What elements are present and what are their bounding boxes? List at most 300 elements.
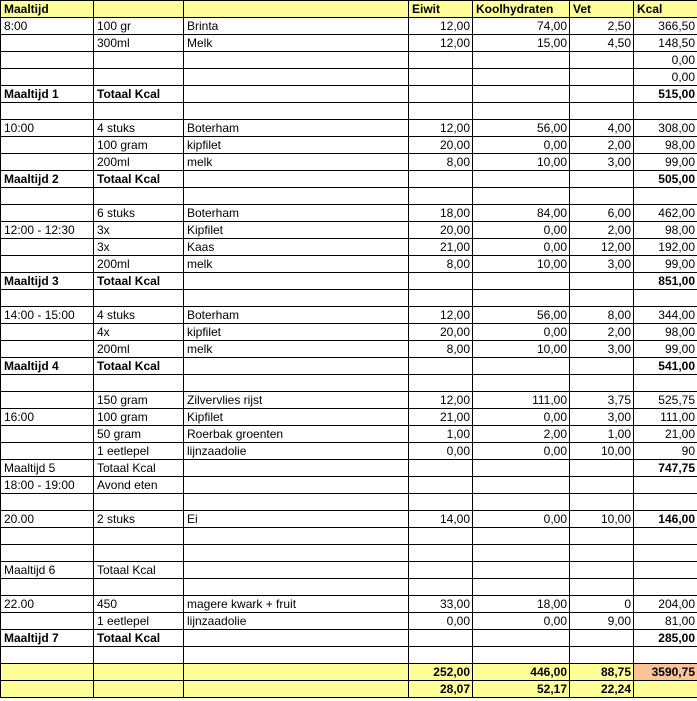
amount-cell[interactable]: Totaal Kcal xyxy=(94,460,184,477)
vet-cell[interactable]: 3,00 xyxy=(570,154,634,171)
vet-cell[interactable] xyxy=(570,290,634,307)
amount-cell[interactable]: 3x xyxy=(94,222,184,239)
amount-cell[interactable]: Avond eten xyxy=(94,477,184,494)
vet-cell[interactable] xyxy=(570,273,634,290)
food-cell[interactable] xyxy=(184,579,409,596)
food-cell[interactable] xyxy=(184,477,409,494)
food-cell[interactable]: magere kwark + fruit xyxy=(184,596,409,613)
header-cell-maaltijd[interactable]: Maaltijd xyxy=(1,1,94,18)
time-cell[interactable]: 14:00 - 15:00 xyxy=(1,307,94,324)
time-cell[interactable] xyxy=(1,528,94,545)
kcal-cell[interactable]: 98,00 xyxy=(634,222,697,239)
food-cell[interactable]: lijnzaadolie xyxy=(184,443,409,460)
time-cell[interactable]: 20.00 xyxy=(1,511,94,528)
eiwit-cell[interactable] xyxy=(409,358,473,375)
kcal-cell[interactable]: 204,00 xyxy=(634,596,697,613)
eiwit-cell[interactable]: 18,00 xyxy=(409,205,473,222)
table-row xyxy=(1,630,697,647)
time-cell[interactable] xyxy=(1,681,94,698)
koolhydraten-cell[interactable]: 0,00 xyxy=(473,324,570,341)
koolhydraten-cell[interactable] xyxy=(473,528,570,545)
eiwit-cell[interactable]: 0,00 xyxy=(409,443,473,460)
vet-cell[interactable] xyxy=(570,86,634,103)
vet-cell[interactable]: 3,00 xyxy=(570,256,634,273)
food-cell[interactable] xyxy=(184,630,409,647)
amount-cell[interactable] xyxy=(94,528,184,545)
eiwit-cell[interactable]: 252,00 xyxy=(409,664,473,681)
food-cell[interactable] xyxy=(184,358,409,375)
food-cell[interactable]: Boterham xyxy=(184,205,409,222)
amount-cell[interactable]: 450 xyxy=(94,596,184,613)
time-cell[interactable] xyxy=(1,137,94,154)
kcal-cell[interactable]: 90 xyxy=(634,443,697,460)
eiwit-cell[interactable]: 12,00 xyxy=(409,307,473,324)
time-cell[interactable] xyxy=(1,103,94,120)
time-cell[interactable] xyxy=(1,239,94,256)
time-cell[interactable] xyxy=(1,545,94,562)
amount-cell[interactable]: 1 eetlepel xyxy=(94,613,184,630)
eiwit-cell[interactable] xyxy=(409,647,473,664)
amount-cell[interactable]: 4 stuks xyxy=(94,120,184,137)
eiwit-cell[interactable] xyxy=(409,630,473,647)
kcal-cell[interactable]: 3590,75 xyxy=(634,664,697,681)
time-cell[interactable] xyxy=(1,375,94,392)
amount-cell[interactable]: 2 stuks xyxy=(94,511,184,528)
header-cell-vet[interactable]: Vet xyxy=(570,1,634,18)
koolhydraten-cell[interactable]: 10,00 xyxy=(473,154,570,171)
amount-cell[interactable]: Totaal Kcal xyxy=(94,171,184,188)
koolhydraten-cell[interactable] xyxy=(473,494,570,511)
vet-cell[interactable]: 10,00 xyxy=(570,511,634,528)
time-cell[interactable] xyxy=(1,324,94,341)
koolhydraten-cell[interactable]: 18,00 xyxy=(473,596,570,613)
eiwit-cell[interactable] xyxy=(409,69,473,86)
food-cell[interactable] xyxy=(184,273,409,290)
koolhydraten-cell[interactable]: 56,00 xyxy=(473,307,570,324)
table-row xyxy=(1,120,697,137)
vet-cell[interactable]: 8,00 xyxy=(570,307,634,324)
time-cell[interactable]: 16:00 xyxy=(1,409,94,426)
kcal-cell[interactable]: 21,00 xyxy=(634,426,697,443)
eiwit-cell[interactable]: 8,00 xyxy=(409,154,473,171)
koolhydraten-cell[interactable]: 111,00 xyxy=(473,392,570,409)
table-row xyxy=(1,494,697,511)
vet-cell[interactable]: 9,00 xyxy=(570,613,634,630)
eiwit-cell[interactable] xyxy=(409,579,473,596)
vet-cell[interactable] xyxy=(570,460,634,477)
food-cell[interactable] xyxy=(184,290,409,307)
vet-cell[interactable]: 2,00 xyxy=(570,137,634,154)
koolhydraten-cell[interactable]: 2,00 xyxy=(473,426,570,443)
koolhydraten-cell[interactable]: 10,00 xyxy=(473,341,570,358)
eiwit-cell[interactable] xyxy=(409,477,473,494)
eiwit-cell[interactable]: 14,00 xyxy=(409,511,473,528)
vet-cell[interactable] xyxy=(570,358,634,375)
kcal-cell[interactable] xyxy=(634,528,697,545)
eiwit-cell[interactable] xyxy=(409,273,473,290)
header-cell-kcal[interactable]: Kcal xyxy=(634,1,697,18)
vet-cell[interactable]: 2,00 xyxy=(570,324,634,341)
eiwit-cell[interactable]: 20,00 xyxy=(409,137,473,154)
food-cell[interactable]: Melk xyxy=(184,35,409,52)
vet-cell[interactable] xyxy=(570,528,634,545)
amount-cell[interactable] xyxy=(94,52,184,69)
eiwit-cell[interactable] xyxy=(409,188,473,205)
kcal-cell[interactable] xyxy=(634,494,697,511)
eiwit-cell[interactable]: 0,00 xyxy=(409,613,473,630)
vet-cell[interactable] xyxy=(570,52,634,69)
vet-cell[interactable]: 2,00 xyxy=(570,222,634,239)
vet-cell[interactable]: 4,50 xyxy=(570,35,634,52)
vet-cell[interactable] xyxy=(570,171,634,188)
kcal-cell[interactable]: 525,75 xyxy=(634,392,697,409)
amount-cell[interactable]: 200ml xyxy=(94,154,184,171)
time-cell[interactable] xyxy=(1,205,94,222)
table-row xyxy=(1,460,697,477)
kcal-cell[interactable]: 344,00 xyxy=(634,307,697,324)
time-cell[interactable]: Maaltijd 6 xyxy=(1,562,94,579)
amount-cell[interactable]: 4 stuks xyxy=(94,307,184,324)
amount-cell[interactable]: 200ml xyxy=(94,256,184,273)
amount-cell[interactable]: 1 eetlepel xyxy=(94,443,184,460)
vet-cell[interactable]: 1,00 xyxy=(570,426,634,443)
time-cell[interactable]: Maaltijd 5 xyxy=(1,460,94,477)
koolhydraten-cell[interactable] xyxy=(473,477,570,494)
time-cell[interactable] xyxy=(1,256,94,273)
vet-cell[interactable] xyxy=(570,188,634,205)
eiwit-cell[interactable] xyxy=(409,545,473,562)
eiwit-cell[interactable]: 1,00 xyxy=(409,426,473,443)
vet-cell[interactable]: 3,00 xyxy=(570,409,634,426)
koolhydraten-cell[interactable] xyxy=(473,579,570,596)
vet-cell[interactable] xyxy=(570,494,634,511)
amount-cell[interactable] xyxy=(94,375,184,392)
food-cell[interactable]: Brinta xyxy=(184,18,409,35)
amount-cell[interactable]: 100 gram xyxy=(94,137,184,154)
food-cell[interactable]: lijnzaadolie xyxy=(184,613,409,630)
amount-cell[interactable]: Totaal Kcal xyxy=(94,273,184,290)
eiwit-cell[interactable] xyxy=(409,562,473,579)
time-cell[interactable] xyxy=(1,579,94,596)
koolhydraten-cell[interactable] xyxy=(473,545,570,562)
kcal-cell[interactable]: 99,00 xyxy=(634,341,697,358)
amount-cell[interactable] xyxy=(94,579,184,596)
amount-cell[interactable] xyxy=(94,103,184,120)
vet-cell[interactable] xyxy=(570,69,634,86)
food-cell[interactable] xyxy=(184,171,409,188)
time-cell[interactable] xyxy=(1,154,94,171)
kcal-cell[interactable]: 366,50 xyxy=(634,18,697,35)
eiwit-cell[interactable]: 8,00 xyxy=(409,341,473,358)
kcal-cell[interactable] xyxy=(634,647,697,664)
eiwit-cell[interactable] xyxy=(409,103,473,120)
koolhydraten-cell[interactable]: 56,00 xyxy=(473,120,570,137)
kcal-cell[interactable]: 747,75 xyxy=(634,460,697,477)
vet-cell[interactable]: 22,24 xyxy=(570,681,634,698)
food-cell[interactable]: kipfilet xyxy=(184,324,409,341)
time-cell[interactable] xyxy=(1,69,94,86)
time-cell[interactable]: Maaltijd 4 xyxy=(1,358,94,375)
koolhydraten-cell[interactable] xyxy=(473,52,570,69)
amount-cell[interactable]: Totaal Kcal xyxy=(94,358,184,375)
time-cell[interactable]: 12:00 - 12:30 xyxy=(1,222,94,239)
eiwit-cell[interactable]: 20,00 xyxy=(409,222,473,239)
amount-cell[interactable] xyxy=(94,69,184,86)
time-cell[interactable]: 18:00 - 19:00 xyxy=(1,477,94,494)
koolhydraten-cell[interactable]: 74,00 xyxy=(473,18,570,35)
eiwit-cell[interactable]: 33,00 xyxy=(409,596,473,613)
food-cell[interactable]: melk xyxy=(184,341,409,358)
amount-cell[interactable]: 100 gr xyxy=(94,18,184,35)
vet-cell[interactable]: 3,75 xyxy=(570,392,634,409)
amount-cell[interactable]: Totaal Kcal xyxy=(94,562,184,579)
eiwit-cell[interactable] xyxy=(409,460,473,477)
food-cell[interactable]: Roerbak groenten xyxy=(184,426,409,443)
koolhydraten-cell[interactable] xyxy=(473,273,570,290)
vet-cell[interactable] xyxy=(570,545,634,562)
koolhydraten-cell[interactable]: 84,00 xyxy=(473,205,570,222)
food-cell[interactable]: kipfilet xyxy=(184,137,409,154)
koolhydraten-cell[interactable]: 10,00 xyxy=(473,256,570,273)
vet-cell[interactable] xyxy=(570,647,634,664)
time-cell[interactable] xyxy=(1,392,94,409)
table-row xyxy=(1,188,697,205)
eiwit-cell[interactable] xyxy=(409,290,473,307)
time-cell[interactable] xyxy=(1,664,94,681)
amount-cell[interactable] xyxy=(94,647,184,664)
time-cell[interactable] xyxy=(1,613,94,630)
koolhydraten-cell[interactable] xyxy=(473,188,570,205)
time-cell[interactable]: 10:00 xyxy=(1,120,94,137)
header-cell-eiwit[interactable]: Eiwit xyxy=(409,1,473,18)
time-cell[interactable]: 8:00 xyxy=(1,18,94,35)
vet-cell[interactable]: 0 xyxy=(570,596,634,613)
time-cell[interactable] xyxy=(1,494,94,511)
food-cell[interactable] xyxy=(184,545,409,562)
vet-cell[interactable]: 12,00 xyxy=(570,239,634,256)
time-cell[interactable]: Maaltijd 3 xyxy=(1,273,94,290)
kcal-cell[interactable]: 98,00 xyxy=(634,137,697,154)
kcal-cell[interactable]: 515,00 xyxy=(634,86,697,103)
food-cell[interactable]: melk xyxy=(184,256,409,273)
koolhydraten-cell[interactable] xyxy=(473,171,570,188)
eiwit-cell[interactable]: 12,00 xyxy=(409,35,473,52)
amount-cell[interactable] xyxy=(94,188,184,205)
time-cell[interactable] xyxy=(1,188,94,205)
vet-cell[interactable]: 4,00 xyxy=(570,120,634,137)
table-row xyxy=(1,375,697,392)
kcal-cell[interactable]: 0,00 xyxy=(634,52,697,69)
table-row xyxy=(1,443,697,460)
eiwit-cell[interactable]: 12,00 xyxy=(409,120,473,137)
amount-cell[interactable]: 4x xyxy=(94,324,184,341)
vet-cell[interactable]: 3,00 xyxy=(570,341,634,358)
amount-cell[interactable]: 3x xyxy=(94,239,184,256)
food-cell[interactable] xyxy=(184,562,409,579)
koolhydraten-cell[interactable] xyxy=(473,630,570,647)
food-cell[interactable] xyxy=(184,528,409,545)
amount-cell[interactable]: 150 gram xyxy=(94,392,184,409)
eiwit-cell[interactable]: 12,00 xyxy=(409,18,473,35)
kcal-cell[interactable]: 81,00 xyxy=(634,613,697,630)
kcal-cell[interactable]: 0,00 xyxy=(634,69,697,86)
koolhydraten-cell[interactable] xyxy=(473,460,570,477)
food-cell[interactable] xyxy=(184,188,409,205)
eiwit-cell[interactable]: 12,00 xyxy=(409,392,473,409)
food-cell[interactable]: Ei xyxy=(184,511,409,528)
amount-cell[interactable] xyxy=(94,664,184,681)
time-cell[interactable] xyxy=(1,35,94,52)
vet-cell[interactable] xyxy=(570,103,634,120)
amount-cell[interactable]: 300ml xyxy=(94,35,184,52)
vet-cell[interactable] xyxy=(570,630,634,647)
kcal-cell[interactable] xyxy=(634,681,697,698)
vet-cell[interactable]: 88,75 xyxy=(570,664,634,681)
amount-cell[interactable]: 200ml xyxy=(94,341,184,358)
time-cell[interactable]: 22.00 xyxy=(1,596,94,613)
vet-cell[interactable]: 6,00 xyxy=(570,205,634,222)
amount-cell[interactable] xyxy=(94,494,184,511)
time-cell[interactable] xyxy=(1,426,94,443)
koolhydraten-cell[interactable]: 52,17 xyxy=(473,681,570,698)
kcal-cell[interactable]: 851,00 xyxy=(634,273,697,290)
eiwit-cell[interactable]: 20,00 xyxy=(409,324,473,341)
koolhydraten-cell[interactable]: 0,00 xyxy=(473,409,570,426)
food-cell[interactable]: Kaas xyxy=(184,239,409,256)
amount-cell[interactable] xyxy=(94,545,184,562)
eiwit-cell[interactable] xyxy=(409,528,473,545)
vet-cell[interactable] xyxy=(570,375,634,392)
amount-cell[interactable]: Totaal Kcal xyxy=(94,86,184,103)
koolhydraten-cell[interactable] xyxy=(473,290,570,307)
koolhydraten-cell[interactable]: 0,00 xyxy=(473,613,570,630)
kcal-cell[interactable] xyxy=(634,545,697,562)
food-cell[interactable]: Kipfilet xyxy=(184,222,409,239)
kcal-cell[interactable]: 462,00 xyxy=(634,205,697,222)
eiwit-cell[interactable] xyxy=(409,171,473,188)
table-row xyxy=(1,35,697,52)
koolhydraten-cell[interactable] xyxy=(473,103,570,120)
header-cell-amount[interactable] xyxy=(94,1,184,18)
kcal-cell[interactable]: 99,00 xyxy=(634,256,697,273)
koolhydraten-cell[interactable] xyxy=(473,375,570,392)
amount-cell[interactable]: 100 gram xyxy=(94,409,184,426)
kcal-cell[interactable]: 285,00 xyxy=(634,630,697,647)
table-row xyxy=(1,307,697,324)
vet-cell[interactable] xyxy=(570,477,634,494)
vet-cell[interactable]: 10,00 xyxy=(570,443,634,460)
vet-cell[interactable] xyxy=(570,579,634,596)
table-row xyxy=(1,69,697,86)
food-cell[interactable] xyxy=(184,647,409,664)
kcal-cell[interactable] xyxy=(634,188,697,205)
time-cell[interactable]: Maaltijd 1 xyxy=(1,86,94,103)
table-row xyxy=(1,562,697,579)
koolhydraten-cell[interactable] xyxy=(473,647,570,664)
kcal-cell[interactable]: 192,00 xyxy=(634,239,697,256)
header-cell-koolhydraten[interactable]: Koolhydraten xyxy=(473,1,570,18)
eiwit-cell[interactable]: 8,00 xyxy=(409,256,473,273)
header-cell-food[interactable] xyxy=(184,1,409,18)
amount-cell[interactable] xyxy=(94,681,184,698)
eiwit-cell[interactable] xyxy=(409,375,473,392)
time-cell[interactable] xyxy=(1,443,94,460)
kcal-cell[interactable]: 308,00 xyxy=(634,120,697,137)
eiwit-cell[interactable] xyxy=(409,86,473,103)
kcal-cell[interactable] xyxy=(634,290,697,307)
koolhydraten-cell[interactable]: 0,00 xyxy=(473,239,570,256)
food-cell[interactable] xyxy=(184,494,409,511)
eiwit-cell[interactable]: 21,00 xyxy=(409,409,473,426)
vet-cell[interactable]: 2,50 xyxy=(570,18,634,35)
time-cell[interactable] xyxy=(1,52,94,69)
food-cell[interactable] xyxy=(184,86,409,103)
kcal-cell[interactable] xyxy=(634,477,697,494)
koolhydraten-cell[interactable]: 15,00 xyxy=(473,35,570,52)
koolhydraten-cell[interactable]: 446,00 xyxy=(473,664,570,681)
food-cell[interactable] xyxy=(184,69,409,86)
food-cell[interactable] xyxy=(184,664,409,681)
food-cell[interactable] xyxy=(184,103,409,120)
kcal-cell[interactable]: 505,00 xyxy=(634,171,697,188)
koolhydraten-cell[interactable]: 0,00 xyxy=(473,511,570,528)
kcal-cell[interactable]: 98,00 xyxy=(634,324,697,341)
kcal-cell[interactable] xyxy=(634,375,697,392)
kcal-cell[interactable]: 111,00 xyxy=(634,409,697,426)
koolhydraten-cell[interactable]: 0,00 xyxy=(473,137,570,154)
food-cell[interactable] xyxy=(184,52,409,69)
food-cell[interactable]: Zilvervlies rijst xyxy=(184,392,409,409)
time-cell[interactable] xyxy=(1,647,94,664)
kcal-cell[interactable] xyxy=(634,562,697,579)
kcal-cell[interactable]: 99,00 xyxy=(634,154,697,171)
time-cell[interactable] xyxy=(1,290,94,307)
vet-cell[interactable] xyxy=(570,562,634,579)
eiwit-cell[interactable] xyxy=(409,52,473,69)
food-cell[interactable] xyxy=(184,460,409,477)
amount-cell[interactable]: 6 stuks xyxy=(94,205,184,222)
koolhydraten-cell[interactable]: 0,00 xyxy=(473,443,570,460)
food-cell[interactable]: Boterham xyxy=(184,307,409,324)
time-cell[interactable] xyxy=(1,341,94,358)
food-cell[interactable]: melk xyxy=(184,154,409,171)
amount-cell[interactable]: Totaal Kcal xyxy=(94,630,184,647)
time-cell[interactable]: Maaltijd 2 xyxy=(1,171,94,188)
koolhydraten-cell[interactable] xyxy=(473,86,570,103)
koolhydraten-cell[interactable] xyxy=(473,69,570,86)
koolhydraten-cell[interactable]: 0,00 xyxy=(473,222,570,239)
food-cell[interactable] xyxy=(184,375,409,392)
kcal-cell[interactable] xyxy=(634,103,697,120)
kcal-cell[interactable]: 148,50 xyxy=(634,35,697,52)
eiwit-cell[interactable] xyxy=(409,494,473,511)
food-cell[interactable]: Boterham xyxy=(184,120,409,137)
amount-cell[interactable]: 50 gram xyxy=(94,426,184,443)
koolhydraten-cell[interactable] xyxy=(473,358,570,375)
food-cell[interactable] xyxy=(184,681,409,698)
kcal-cell[interactable]: 146,00 xyxy=(634,511,697,528)
eiwit-cell[interactable]: 21,00 xyxy=(409,239,473,256)
table-row xyxy=(1,358,697,375)
table-row xyxy=(1,86,697,103)
amount-cell[interactable] xyxy=(94,290,184,307)
food-cell[interactable]: Kipfilet xyxy=(184,409,409,426)
koolhydraten-cell[interactable] xyxy=(473,562,570,579)
kcal-cell[interactable]: 541,00 xyxy=(634,358,697,375)
eiwit-cell[interactable]: 28,07 xyxy=(409,681,473,698)
kcal-cell[interactable] xyxy=(634,579,697,596)
time-cell[interactable]: Maaltijd 7 xyxy=(1,630,94,647)
